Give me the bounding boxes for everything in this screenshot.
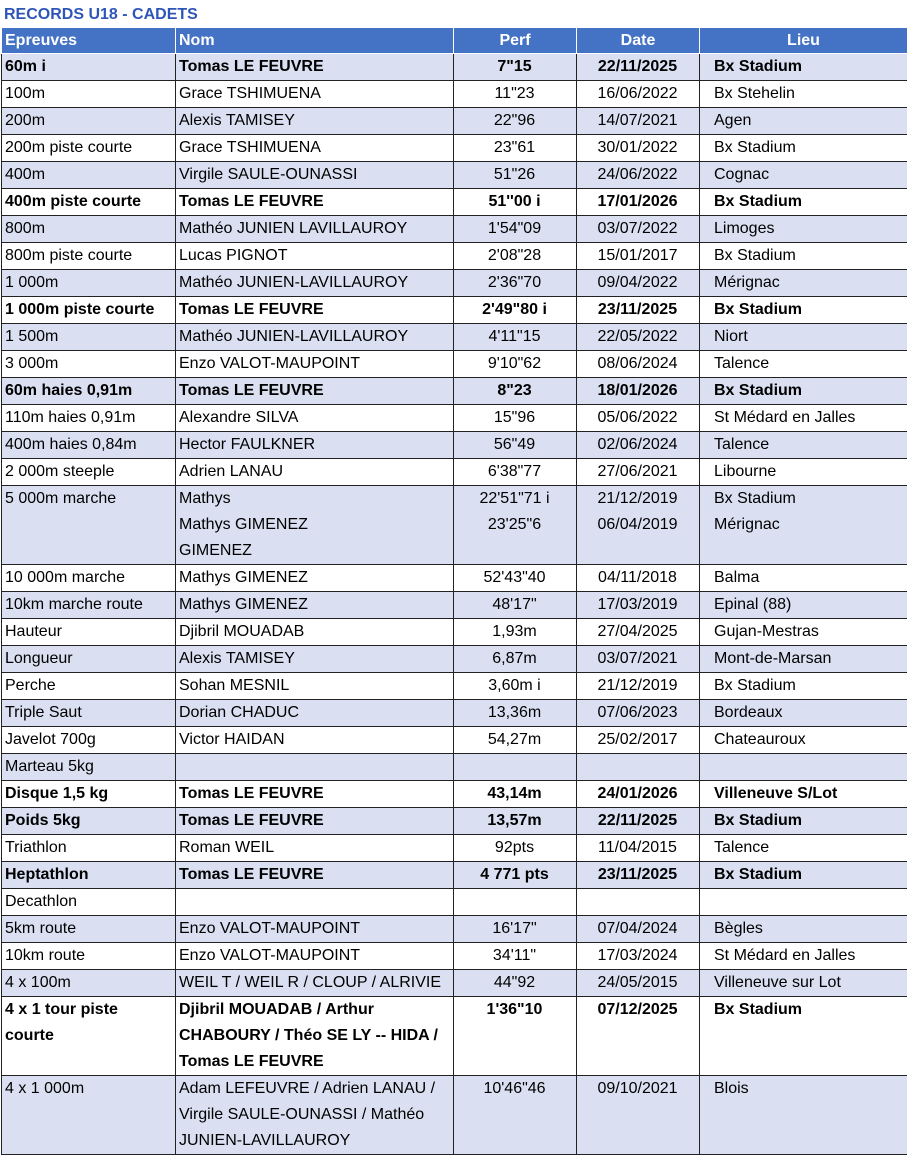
cell-epreuve: Triple Saut <box>2 700 176 727</box>
cell-epreuve: 110m haies 0,91m <box>2 405 176 432</box>
cell-nom: Tomas LE FEUVRE <box>176 54 454 81</box>
header-date: Date <box>577 28 700 54</box>
cell-lieu: Bx Stadium <box>700 862 907 889</box>
page-title: RECORDS U18 - CADETS <box>4 6 198 23</box>
cell-date: 21/12/2019 <box>577 673 700 700</box>
cell-lieu: Chateauroux <box>700 727 907 754</box>
cell-date: 27/06/2021 <box>577 459 700 486</box>
cell-nom: Djibril MOUADAB / Arthur CHABOURY / Théo SE LY -- HIDA / Tomas LE FEUVRE <box>176 997 454 1076</box>
cell-nom: Grace TSHIMUENA <box>176 81 454 108</box>
table-row <box>2 486 907 565</box>
cell-epreuve: 10km marche route <box>2 592 176 619</box>
cell-lieu: Villeneuve S/Lot <box>700 781 907 808</box>
table-row <box>2 700 907 727</box>
cell-epreuve: 800m piste courte <box>2 243 176 270</box>
cell-lieu: Blois <box>700 1076 907 1155</box>
table-row <box>2 459 907 486</box>
cell-nom: Alexis TAMISEY <box>176 108 454 135</box>
cell-lieu: Mérignac <box>700 270 907 297</box>
cell-lieu: Balma <box>700 565 907 592</box>
table-row <box>2 81 907 108</box>
cell-nom: Alexis TAMISEY <box>176 646 454 673</box>
cell-nom: Mathéo JUNIEN-LAVILLAUROY <box>176 324 454 351</box>
cell-lieu: Bx Stadium <box>700 243 907 270</box>
table-row <box>2 270 907 297</box>
cell-nom: Mathéo JUNIEN LAVILLAUROY <box>176 216 454 243</box>
cell-date: 14/07/2021 <box>577 108 700 135</box>
cell-epreuve: Marteau 5kg <box>2 754 176 781</box>
cell-nom: WEIL T / WEIL R / CLOUP / ALRIVIE <box>176 970 454 997</box>
cell-date <box>577 754 700 781</box>
cell-nom: Enzo VALOT-MAUPOINT <box>176 943 454 970</box>
cell-date: 16/06/2022 <box>577 81 700 108</box>
cell-perf: 1'36"10 <box>454 997 577 1076</box>
cell-epreuve: 800m <box>2 216 176 243</box>
cell-perf: 15"96 <box>454 405 577 432</box>
header-perf: Perf <box>454 28 577 54</box>
cell-epreuve: Perche <box>2 673 176 700</box>
cell-epreuve: 60m i <box>2 54 176 81</box>
table-row <box>2 351 907 378</box>
cell-date-line: 21/12/2019 <box>597 490 678 507</box>
table-row <box>2 889 907 916</box>
cell-perf: 6,87m <box>454 646 577 673</box>
cell-epreuve: 10km route <box>2 943 176 970</box>
cell-perf <box>454 889 577 916</box>
cell-epreuve: Hauteur <box>2 619 176 646</box>
cell-date: 07/12/2025 <box>577 997 700 1076</box>
table-row <box>2 378 907 405</box>
cell-date: 09/04/2022 <box>577 270 700 297</box>
cell-date: 22/11/2025 <box>577 54 700 81</box>
cell-date: 07/04/2024 <box>577 916 700 943</box>
cell-nom: Roman WEIL <box>176 835 454 862</box>
cell-nom: Tomas LE FEUVRE <box>176 862 454 889</box>
cell-date: 30/01/2022 <box>577 135 700 162</box>
cell-nom: Dorian CHADUC <box>176 700 454 727</box>
cell-epreuve: 400m piste courte <box>2 189 176 216</box>
cell-lieu: Libourne <box>700 459 907 486</box>
cell-perf: 48'17" <box>454 592 577 619</box>
cell-lieu: Agen <box>700 108 907 135</box>
cell-date: 11/04/2015 <box>577 835 700 862</box>
cell-epreuve: 400m haies 0,84m <box>2 432 176 459</box>
cell-nom-line: GIMENEZ <box>179 542 252 559</box>
cell-perf: 11"23 <box>454 81 577 108</box>
cell-perf: 2'36"70 <box>454 270 577 297</box>
cell-date: 17/03/2019 <box>577 592 700 619</box>
cell-perf: 51''00 i <box>454 189 577 216</box>
cell-perf-line: 22'51"71 i <box>479 490 550 507</box>
cell-nom: Mathys GIMENEZ <box>176 592 454 619</box>
cell-epreuve: 1 500m <box>2 324 176 351</box>
cell-nom: Lucas PIGNOT <box>176 243 454 270</box>
table-row <box>2 324 907 351</box>
cell-perf: 16'17" <box>454 916 577 943</box>
cell-lieu <box>700 889 907 916</box>
header-nom: Nom <box>176 28 454 54</box>
cell-date: 22/11/2025 <box>577 808 700 835</box>
cell-epreuve: Decathlon <box>2 889 176 916</box>
cell-date: 24/05/2015 <box>577 970 700 997</box>
cell-lieu: Limoges <box>700 216 907 243</box>
cell-lieu: Bx Stadium <box>700 997 907 1076</box>
cell-lieu: Epinal (88) <box>700 592 907 619</box>
cell-perf: 2'49"80 i <box>454 297 577 324</box>
cell-lieu: Bègles <box>700 916 907 943</box>
cell-date: 02/06/2024 <box>577 432 700 459</box>
table-row <box>2 943 907 970</box>
cell-perf: 34'11" <box>454 943 577 970</box>
cell-lieu-line: Mérignac <box>714 516 780 533</box>
table-row <box>2 646 907 673</box>
cell-perf: 52'43"40 <box>454 565 577 592</box>
cell-epreuve: 4 x 1 000m <box>2 1076 176 1155</box>
cell-lieu: Bx Stadium <box>700 673 907 700</box>
table-row <box>2 781 907 808</box>
cell-date: 22/05/2022 <box>577 324 700 351</box>
header-epreuve: Epreuves <box>2 28 176 54</box>
cell-date: 15/01/2017 <box>577 243 700 270</box>
cell-perf: 92pts <box>454 835 577 862</box>
cell-lieu: St Médard en Jalles <box>700 943 907 970</box>
cell-perf: 7"15 <box>454 54 577 81</box>
cell-epreuve: 3 000m <box>2 351 176 378</box>
cell-nom: Tomas LE FEUVRE <box>176 378 454 405</box>
cell-perf: 22"96 <box>454 108 577 135</box>
table-row <box>2 216 907 243</box>
cell-perf: 1,93m <box>454 619 577 646</box>
cell-nom: Tomas LE FEUVRE <box>176 781 454 808</box>
cell-nom: Enzo VALOT-MAUPOINT <box>176 351 454 378</box>
cell-perf: 8"23 <box>454 378 577 405</box>
cell-epreuve: Poids 5kg <box>2 808 176 835</box>
table-row <box>2 565 907 592</box>
cell-perf: 9'10"62 <box>454 351 577 378</box>
cell-perf <box>454 486 577 565</box>
cell-lieu: Mont-de-Marsan <box>700 646 907 673</box>
cell-date-line: 06/04/2019 <box>597 516 678 533</box>
cell-lieu <box>700 754 907 781</box>
cell-epreuve: Longueur <box>2 646 176 673</box>
cell-perf: 4'11"15 <box>454 324 577 351</box>
cell-lieu: Bx Stadium <box>700 808 907 835</box>
cell-date: 17/03/2024 <box>577 943 700 970</box>
table-row <box>2 754 907 781</box>
cell-date: 23/11/2025 <box>577 297 700 324</box>
table-row <box>2 135 907 162</box>
cell-perf: 23"61 <box>454 135 577 162</box>
cell-epreuve: 1 000m <box>2 270 176 297</box>
table-row <box>2 243 907 270</box>
table-row <box>2 108 907 135</box>
cell-lieu: Bx Stadium <box>700 54 907 81</box>
cell-perf: 6'38"77 <box>454 459 577 486</box>
cell-epreuve: 60m haies 0,91m <box>2 378 176 405</box>
cell-nom: Adam LEFEUVRE / Adrien LANAU / Virgile SAULE-OUNASSI / Mathéo JUNIEN-LAVILLAUROY <box>176 1076 454 1155</box>
table-row <box>2 970 907 997</box>
cell-epreuve: 200m piste courte <box>2 135 176 162</box>
cell-date <box>577 889 700 916</box>
cell-epreuve: Heptathlon <box>2 862 176 889</box>
cell-nom: Mathéo JUNIEN-LAVILLAUROY <box>176 270 454 297</box>
cell-perf-line: 23'25"6 <box>487 516 542 533</box>
cell-epreuve: 400m <box>2 162 176 189</box>
cell-perf: 1'54"09 <box>454 216 577 243</box>
cell-lieu <box>700 486 907 565</box>
table-row <box>2 54 907 81</box>
cell-date: 09/10/2021 <box>577 1076 700 1155</box>
cell-perf: 44"92 <box>454 970 577 997</box>
header-lieu: Lieu <box>700 28 907 54</box>
table-row <box>2 727 907 754</box>
cell-lieu: Bx Stadium <box>700 135 907 162</box>
cell-epreuve: 10 000m marche <box>2 565 176 592</box>
cell-perf: 56"49 <box>454 432 577 459</box>
cell-nom: Hector FAULKNER <box>176 432 454 459</box>
cell-epreuve: 100m <box>2 81 176 108</box>
cell-perf: 43,14m <box>454 781 577 808</box>
cell-date: 24/06/2022 <box>577 162 700 189</box>
table-row <box>2 835 907 862</box>
cell-nom: Mathys GIMENEZ <box>176 565 454 592</box>
cell-epreuve: 5 000m marche <box>2 486 176 565</box>
cell-lieu: St Médard en Jalles <box>700 405 907 432</box>
cell-nom: Alexandre SILVA <box>176 405 454 432</box>
cell-nom-line: Mathys <box>179 490 231 507</box>
cell-lieu: Niort <box>700 324 907 351</box>
cell-nom: Victor HAIDAN <box>176 727 454 754</box>
table-row <box>2 916 907 943</box>
cell-epreuve: 4 x 100m <box>2 970 176 997</box>
cell-nom: Virgile SAULE-OUNASSI <box>176 162 454 189</box>
records-table <box>1 27 907 1155</box>
cell-date: 03/07/2022 <box>577 216 700 243</box>
table-row <box>2 1076 907 1155</box>
cell-nom: Sohan MESNIL <box>176 673 454 700</box>
cell-date: 23/11/2025 <box>577 862 700 889</box>
table-row <box>2 997 907 1076</box>
cell-nom: Tomas LE FEUVRE <box>176 297 454 324</box>
cell-epreuve: 4 x 1 tour piste courte <box>2 997 176 1076</box>
cell-perf: 10'46"46 <box>454 1076 577 1155</box>
cell-date <box>577 486 700 565</box>
cell-perf <box>454 754 577 781</box>
header-row <box>2 28 907 54</box>
cell-date: 08/06/2024 <box>577 351 700 378</box>
cell-epreuve: Triathlon <box>2 835 176 862</box>
cell-perf: 3,60m i <box>454 673 577 700</box>
cell-nom <box>176 486 454 565</box>
table-row <box>2 673 907 700</box>
cell-perf: 13,57m <box>454 808 577 835</box>
cell-lieu: Gujan-Mestras <box>700 619 907 646</box>
table-row <box>2 432 907 459</box>
cell-perf: 2'08"28 <box>454 243 577 270</box>
cell-epreuve: Disque 1,5 kg <box>2 781 176 808</box>
cell-lieu: Bx Stadium <box>700 378 907 405</box>
cell-date: 07/06/2023 <box>577 700 700 727</box>
cell-epreuve: 2 000m steeple <box>2 459 176 486</box>
cell-date: 04/11/2018 <box>577 565 700 592</box>
cell-lieu: Talence <box>700 351 907 378</box>
cell-nom: Adrien LANAU <box>176 459 454 486</box>
cell-nom <box>176 889 454 916</box>
cell-lieu: Cognac <box>700 162 907 189</box>
cell-date: 17/01/2026 <box>577 189 700 216</box>
table-row <box>2 162 907 189</box>
table-row <box>2 592 907 619</box>
cell-nom: Tomas LE FEUVRE <box>176 189 454 216</box>
cell-nom: Enzo VALOT-MAUPOINT <box>176 916 454 943</box>
table-row <box>2 189 907 216</box>
cell-date: 03/07/2021 <box>577 646 700 673</box>
cell-lieu: Bx Stadium <box>700 297 907 324</box>
cell-epreuve: Javelot 700g <box>2 727 176 754</box>
cell-epreuve: 5km route <box>2 916 176 943</box>
cell-nom: Djibril MOUADAB <box>176 619 454 646</box>
cell-perf: 4 771 pts <box>454 862 577 889</box>
cell-nom-line: Mathys GIMENEZ <box>179 516 308 533</box>
cell-perf: 13,36m <box>454 700 577 727</box>
cell-lieu: Talence <box>700 835 907 862</box>
cell-epreuve: 200m <box>2 108 176 135</box>
cell-date: 05/06/2022 <box>577 405 700 432</box>
table-row <box>2 297 907 324</box>
cell-nom <box>176 754 454 781</box>
table-row <box>2 405 907 432</box>
cell-lieu: Bordeaux <box>700 700 907 727</box>
cell-perf: 51"26 <box>454 162 577 189</box>
table-row <box>2 619 907 646</box>
cell-date: 25/02/2017 <box>577 727 700 754</box>
cell-nom: Grace TSHIMUENA <box>176 135 454 162</box>
cell-lieu: Talence <box>700 432 907 459</box>
table-row <box>2 808 907 835</box>
cell-date: 24/01/2026 <box>577 781 700 808</box>
cell-lieu: Bx Stehelin <box>700 81 907 108</box>
cell-lieu-line: Bx Stadium <box>714 490 796 507</box>
cell-date: 27/04/2025 <box>577 619 700 646</box>
table-row <box>2 862 907 889</box>
cell-epreuve: 1 000m piste courte <box>2 297 176 324</box>
cell-perf: 54,27m <box>454 727 577 754</box>
cell-date: 18/01/2026 <box>577 378 700 405</box>
cell-nom: Tomas LE FEUVRE <box>176 808 454 835</box>
cell-lieu: Villeneuve sur Lot <box>700 970 907 997</box>
cell-lieu: Bx Stadium <box>700 189 907 216</box>
